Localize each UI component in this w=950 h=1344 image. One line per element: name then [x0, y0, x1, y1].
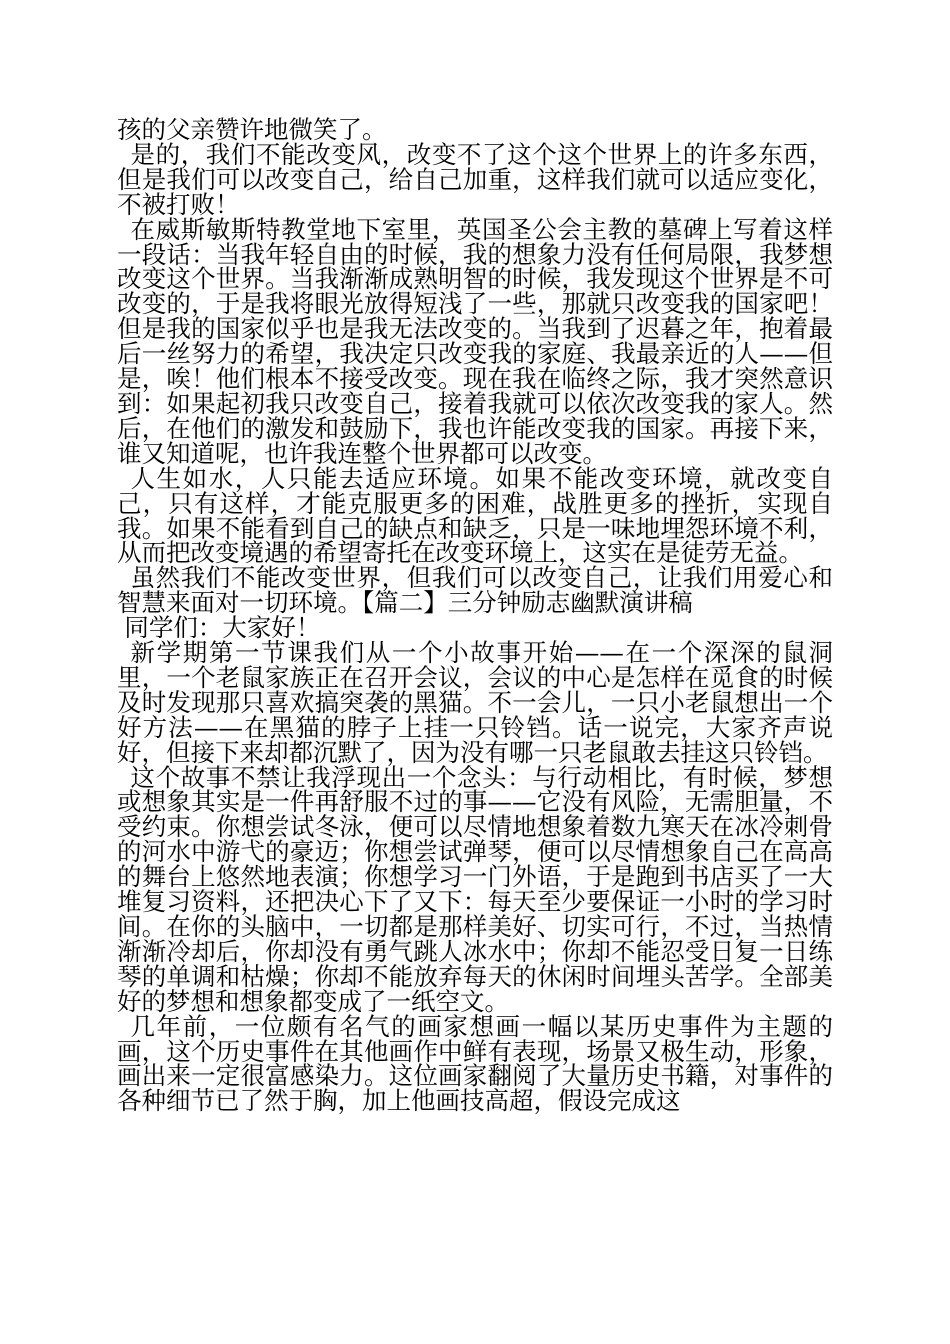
paragraph-continuation: 孩的父亲赞许地微笑了。: [117, 115, 387, 144]
paragraph-dream-vs-action: 这个故事不禁让我浮现出一个念头：与行动相比，有时候，梦想或想象其实是一件再舒服不过的事——它没有风险，无需胆量，不受约束。你想尝试冬泳，便可以尽情地想象着数九寒天在冰冷刺骨的河水中游弋的豪迈；你想尝试弹琴，便可以尽情想象自己在高高的舞台上悠然地表演；你想学习一门外语，于是跑到书店买了一大堆复习资料，还把决心下了又下：每天至少要保证一小时的学习时间。在你的头脑中，一切都是那样美好、切实可行，不过，当热情渐渐冷却后，你却没有勇气跳人冰水中；你却不能忍受日复一日练琴的单调和枯燥；你却不能放弃每天的休闲时间埋头苦学。全部美好的梦想和想象都变成了一纸空文。: [117, 762, 833, 1016]
paragraph-change-self: 是的，我们不能改变风，改变不了这个这个世界上的许多东西，但是我们可以改变自己，给自己加重，这样我们就可以适应变化，不被打败！: [117, 139, 833, 219]
paragraph-painter-story: 几年前，一位颇有名气的画家想画一幅以某历史事件为主题的画，这个历史事件在其他画作中鲜有表现，场景又极生动，形象，画出来一定很富感染力。这位画家翻阅了大量历史书籍，对事件的各种细节已了然于胸，加上他画技高超，假设完成这: [117, 1011, 833, 1116]
paragraph-westminster-epitaph: 在威斯敏斯特教堂地下室里，英国圣公会主教的墓碑上写着这样一段话：当我年轻自由的时候，我的想象力没有任何局限，我梦想改变这个世界。当我渐渐成熟明智的时候，我发现这个世界是不可改变的，于是我将眼光放得短浅了一些，那就只改变我的国家吧！但是我的国家似乎也是我无法改变的。当我到了迟暮之年，抱着最后一丝努力的希望，我决定只改变我的家庭、我最亲近的人——但是，唉！他们根本不接受改变。现在我在临终之际，我才突然意识到：如果起初我只改变自己，接着我就可以依次改变我的家人。然后，在他们的激发和鼓励下，我也许能改变我的国家。再接下来，谁又知道呢，也许我连整个世界都可以改变。: [117, 214, 833, 468]
document-page: [117, 115, 833, 1116]
paragraph-mouse-story: 新学期第一节课我们从一个小故事开始——在一个深深的鼠洞里，一个老鼠家族正在召开会议，会议的中心是怎样在觅食的时候及时发现那只喜欢搞突袭的黑猫。不一会儿，一只小老鼠想出一个好方法——在黑猫的脖子上挂一只铃铛。话一说完，大家齐声说好，但接下来却都沉默了，因为没有哪一只老鼠敢去挂这只铃铛。: [117, 638, 833, 767]
paragraph-life-like-water: 人生如水，人只能去适应环境。如果不能改变环境，就改变自己，只有这样，才能克服更多的困难，战胜更多的挫折，实现自我。如果不能看到自己的缺点和缺乏，只是一味地埋怨环境不利，从而把改变境遇的希望寄托在改变环境上，这实在是徒劳无益。: [117, 463, 833, 568]
paragraph-section-two-heading: 虽然我们不能改变世界，但我们可以改变自己，让我们用爱心和智慧来面对一切环境。【篇二】三分钟励志幽默演讲稿: [117, 563, 833, 618]
paragraph-greeting: 同学们：大家好！: [124, 613, 321, 643]
